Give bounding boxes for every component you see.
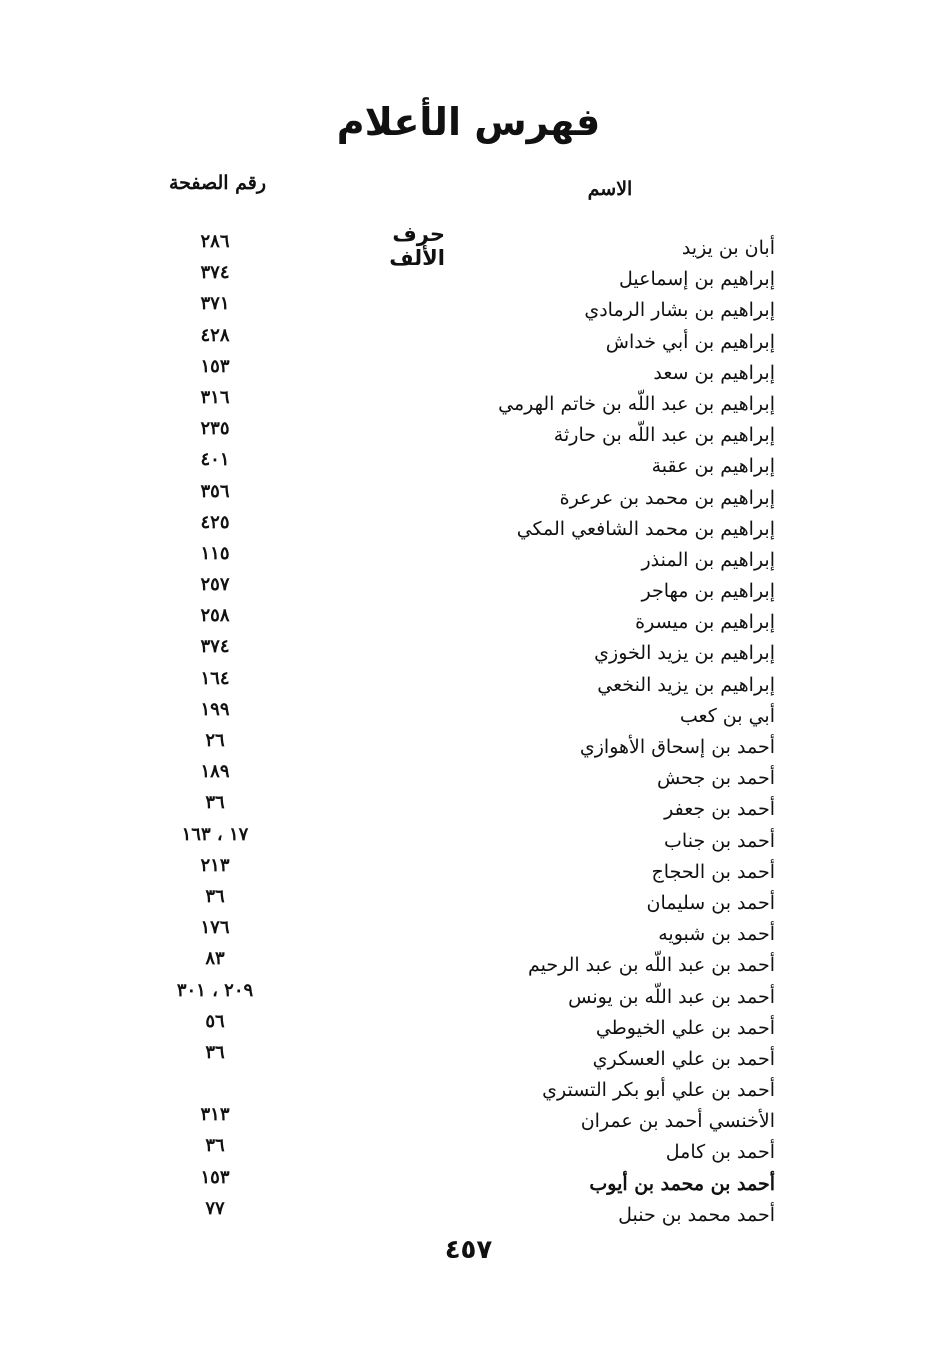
name-column-header: الاسم xyxy=(587,178,633,200)
entry-name: إبراهيم بن مهاجر xyxy=(641,580,775,603)
entry-name: أحمد بن شبويه xyxy=(658,923,775,946)
entry-page: ٢٨٦ xyxy=(200,231,230,252)
entry-page: ١٨٩ xyxy=(200,761,230,783)
entry-page: ٣٧٤ xyxy=(200,262,230,284)
entry-page: ٣٦ xyxy=(205,1041,225,1063)
entry-name: أحمد بن جعفر xyxy=(664,798,775,821)
entry-page: ١١٥ xyxy=(200,542,230,564)
entry-name: إبراهيم بن سعد xyxy=(653,361,775,384)
entry-name: إبراهيم بن يزيد الخوزي xyxy=(594,642,775,665)
page-column-header: رقم الصفحة xyxy=(168,172,267,194)
entry-page: ٢٥٨ xyxy=(200,605,230,627)
entry-page: ٣١٦ xyxy=(200,386,230,408)
entry-name: أحمد بن علي الخيوطي xyxy=(595,1016,775,1039)
entry-page: ١٩٩ xyxy=(200,698,230,720)
entry-name: أحمد بن عبد اللّه بن عبد الرحيم xyxy=(527,954,775,977)
entry-name: أحمد بن علي العسكري xyxy=(592,1047,775,1070)
entry-name: أحمد بن جحش xyxy=(656,767,775,790)
entry-page: ٢٥٧ xyxy=(200,574,230,596)
names-column xyxy=(470,233,775,1231)
page-numbers-column xyxy=(140,226,290,1224)
entry-page: ٣٧٤ xyxy=(200,636,230,658)
entry-page: ٣٧١ xyxy=(200,293,230,315)
entry-name: إبراهيم بن المنذر xyxy=(641,548,775,571)
entry-page: ٥٦ xyxy=(205,1010,225,1032)
entry-name: إبراهيم بن محمد الشافعي المكي xyxy=(516,517,775,540)
entry-page: ٤٢٥ xyxy=(200,511,230,533)
entry-name: إبراهيم بن محمد بن عرعرة xyxy=(559,486,775,509)
entry-name: أحمد بن كامل xyxy=(665,1141,775,1164)
entry-page: ٤٢٨ xyxy=(200,324,230,346)
entry-name: أحمد بن سليمان xyxy=(646,891,775,914)
entry-name: إبراهيم بن عبد اللّه بن حارثة xyxy=(553,424,775,447)
entry-name: إبراهيم بن عقبة xyxy=(651,455,775,478)
entry-page: ٢٣٥ xyxy=(200,418,230,440)
entry-page: ١٥٣ xyxy=(200,1166,230,1188)
entry-page: ٣٦ xyxy=(205,1135,225,1157)
entry-name: أحمد بن إسحاق الأهوازي xyxy=(579,736,775,758)
entry-name: أحمد بن عبد اللّه بن يونس xyxy=(568,985,775,1008)
entry-page: ٢٠٩ ، ٣٠١ xyxy=(176,979,254,1001)
entry-page: ٧٧ xyxy=(205,1197,225,1219)
entry-name: إبراهيم بن إسماعيل xyxy=(619,268,775,291)
entry-page: ١٦٤ xyxy=(200,667,230,689)
entry-name: إبراهيم بن بشار الرمادي xyxy=(584,299,775,322)
entry-name: إبراهيم بن يزيد النخعي xyxy=(597,673,775,696)
entry-page: ١٧ ، ١٦٣ xyxy=(181,823,249,845)
entry-page xyxy=(140,1068,290,1099)
entry-page: ٤٠١ xyxy=(200,449,230,471)
entry-page: ١٥٣ xyxy=(200,355,230,377)
entry-name: إبراهيم بن عبد اللّه بن خاتم الهرمي xyxy=(498,392,775,415)
entry-name: إبراهيم بن أبي خداش xyxy=(605,330,775,353)
entry-page: ٢١٣ xyxy=(200,854,230,876)
page-title: فهرس الأعلام xyxy=(336,100,601,144)
entry-page: ٣٦ xyxy=(205,885,225,907)
entry-page: ١٧٦ xyxy=(200,917,230,939)
entry-name: إبراهيم بن ميسرة xyxy=(635,611,775,634)
entry-name: أبان بن يزيد xyxy=(681,237,775,259)
entry-page: ٢٦ xyxy=(205,730,225,751)
entry-name: أحمد بن محمد بن أيوب xyxy=(589,1172,775,1195)
entry-name: الأخنسي أحمد بن عمران xyxy=(580,1110,775,1133)
entry-name: أبي بن كعب xyxy=(679,704,775,727)
page-number: ٤٥٧ xyxy=(444,1235,493,1265)
entry-page: ٣١٣ xyxy=(200,1104,230,1126)
entry-name: أحمد محمد بن حنبل xyxy=(618,1203,775,1226)
entry-name: أحمد بن جناب xyxy=(664,829,775,852)
entry-page: ٣٥٦ xyxy=(200,480,230,502)
entry-page: ٨٣ xyxy=(205,948,225,970)
entry-page: ٣٦ xyxy=(205,792,225,814)
section-heading: حرف الألف xyxy=(389,222,445,270)
entry-name: أحمد بن علي أبو بكر التستري xyxy=(542,1079,775,1102)
entry-name: أحمد بن الحجاج xyxy=(651,860,775,883)
